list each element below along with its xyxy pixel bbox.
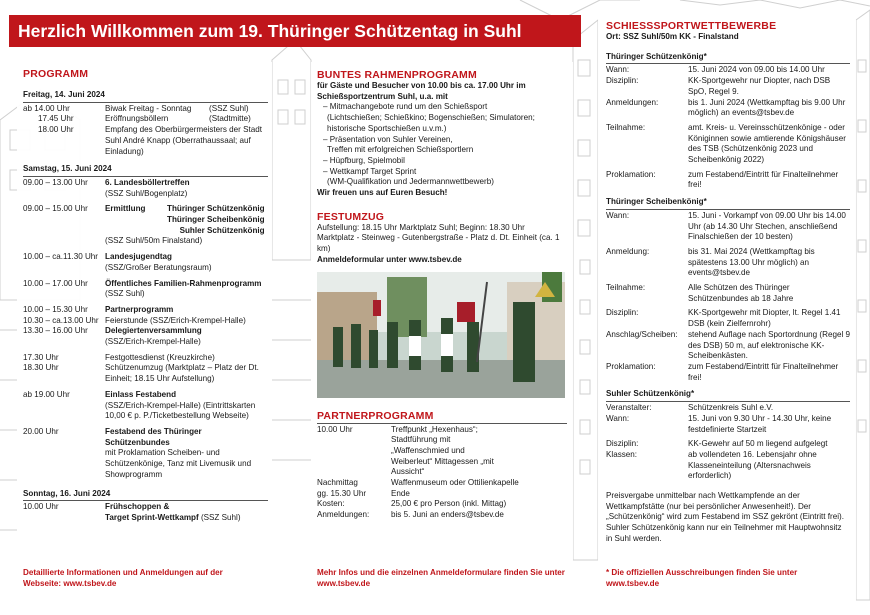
divider: [23, 500, 268, 501]
time-cell: 10.00 Uhr: [23, 502, 59, 512]
event-title: Ermittlung: [105, 204, 146, 214]
programm-heading: PROGRAMM: [23, 68, 89, 80]
label-cell: Proklamation:: [606, 169, 656, 179]
event-title: Öffentliches Familien-Rahmenprogramm: [105, 278, 262, 288]
wettbewerbe-heading: SCHIESSSPORTWETTBEWERBE: [606, 20, 777, 32]
list-item: [606, 308, 850, 329]
event-title: Feierstunde (SSZ/Erich-Krempel-Halle): [105, 315, 246, 325]
list-item: [606, 211, 850, 243]
event-title: Target Sprint-Wettkampf: [105, 512, 199, 522]
list-item: [606, 403, 850, 414]
list-item: – Präsentation von Suhler Vereinen,: [323, 134, 453, 144]
festumzug-line: Aufstellung: 18.15 Uhr Marktplatz Suhl; Beginn: 18.30 Uhr: [317, 222, 525, 232]
king-title: Suhler Schützenkönig: [179, 225, 265, 235]
list-item: [23, 204, 268, 247]
label-cell: Anschlag/Scheiben:: [606, 329, 678, 339]
value-cell: 15. Juni von 9.30 Uhr - 14.30 Uhr, keine festdefinierte Startzeit: [688, 413, 832, 434]
value-cell: 15. Juni 2024 von 09.00 bis 14.00 Uhr: [688, 65, 825, 75]
location-cell: (SSZ Suhl): [209, 103, 249, 113]
value-cell: Schützenkreis Suhl e.V.: [688, 403, 774, 413]
time-cell: 09.00 – 15.00 Uhr: [23, 204, 88, 214]
list-item: [606, 362, 850, 383]
value-cell: Waffenmuseum oder Ottilienkapelle: [391, 478, 519, 488]
wettbewerbe-closing: Preisvergabe unmittelbar nach Wettkampfende an der Wettkampfstätte (nur bei persönlicher Anwesenheit!). Der „Schützenkönig“ wird zum Festabend im SSZ gekrönt (Eintritt frei). Suhler Schützenkönig kann nur ein Teilnehmer mit Hauptwohnsitz in Suhl werden.: [606, 491, 844, 543]
time-cell: 13.30 – 16.00 Uhr: [23, 326, 88, 336]
label-cell: Anmeldung:: [606, 246, 650, 256]
value-cell: stehend Auflage nach Sportordnung (Regel 9 des DSB) 50 m, auf elektronische KK-Scheibenkästen.: [688, 329, 850, 361]
label-cell: Kosten:: [317, 499, 345, 509]
label-cell: Anmeldungen:: [317, 510, 370, 520]
list-item: [606, 330, 850, 362]
list-item: [317, 510, 567, 521]
value-cell: KK-Gewehr auf 50 m liegend aufgelegt: [688, 439, 828, 449]
suhler-title: Suhler Schützenkönig*: [606, 389, 695, 399]
list-item: [23, 363, 268, 384]
scheibenkoenig-title: Thüringer Scheibenkönig*: [606, 197, 707, 207]
label-cell: Wann:: [606, 413, 630, 423]
event-title: 6. Landesböllertreffen: [105, 177, 190, 187]
list-item: [606, 247, 850, 279]
king-title: Thüringer Schützenkönig: [167, 204, 265, 214]
label-cell: Wann:: [606, 210, 630, 220]
partner-footer-note: Mehr Infos und die einzelnen Anmeldeformulare finden Sie unter www.tsbev.de: [317, 568, 565, 588]
label-cell: Klassen:: [606, 449, 638, 459]
event-title: Festabend des Thüringer Schützenbundes: [105, 426, 202, 447]
list-item: [606, 170, 850, 191]
event-cell: Biwak Freitag - Sonntag: [105, 103, 192, 113]
event-title: Frühschoppen &: [105, 502, 170, 512]
list-item: [317, 425, 567, 479]
time-cell: 10.00 – 17.00 Uhr: [23, 278, 88, 288]
saturday-label: Samstag, 15. Juni 2024: [23, 164, 112, 174]
event-location: (SSZ Suhl): [200, 512, 241, 522]
list-item: [23, 502, 268, 523]
list-item: [317, 499, 567, 510]
list-item: [23, 390, 268, 422]
list-item: [23, 305, 268, 316]
time-cell: ab 14.00 Uhr: [23, 103, 70, 113]
label-cell: Anmeldungen:: [606, 97, 659, 107]
event-location: (SSZ/Erich-Krempel-Halle): [105, 337, 201, 347]
divider: [23, 176, 268, 177]
list-item: [23, 353, 268, 364]
list-item: [606, 76, 850, 97]
rahmen-column: [311, 62, 573, 602]
label-cell: Disziplin:: [606, 76, 639, 86]
list-item: [23, 279, 268, 300]
list-item: – Mitmachangebote rund um den Schießsport: [323, 102, 488, 112]
value-cell: zum Festabend/Eintritt für Finalteilnehmer frei!: [688, 169, 839, 190]
page-title-banner: Herzlich Willkommen zum 19. Thüringer Schützentag in Suhl: [9, 15, 581, 47]
schuetzenkoenig-title: Thüringer Schützenkönig*: [606, 51, 707, 61]
wettbewerbe-ort: Ort: SSZ Suhl/50m KK - Finalstand: [606, 32, 739, 41]
value-cell: KK-Sportgewehr nur Diopter, nach DSB SpO, Regel 9.: [688, 76, 831, 96]
wettbewerbe-column: [598, 12, 856, 602]
event-title: Delegiertenversammlung: [105, 326, 202, 336]
divider: [606, 401, 850, 402]
programm-column: [17, 62, 272, 602]
sunday-label: Sonntag, 16. Juni 2024: [23, 488, 111, 498]
value-cell: bis 5. Juni an enders@tsbev.de: [391, 510, 504, 520]
list-item: [23, 104, 268, 115]
parade-photo: [317, 272, 565, 398]
value-cell: Treffpunkt „Hexenhaus“; Stadtführung mit „Waffenschmied und Weiberleut“ Mittagessen „mit Aussicht“: [391, 424, 494, 477]
festumzug-line: Marktplatz - Steinweg - Gutenbergstraße - Platz d. Dt. Einheit (ca. 1 km): [317, 233, 560, 254]
event-title: Schützenumzug (Marktplatz – Platz der Dt. Einheit; 18.15 Uhr Aufstellung): [105, 363, 259, 384]
programm-footer-note: Detaillierte Informationen und Anmeldungen auf der Webseite: www.tsbev.de: [23, 568, 223, 588]
list-item: [23, 326, 268, 347]
list-item: [606, 439, 850, 450]
label-cell: Proklamation:: [606, 361, 656, 371]
label-cell: Teilnahme:: [606, 283, 646, 293]
label-cell: Veranstalter:: [606, 403, 652, 413]
value-cell: bis 31. Mai 2024 (Wettkampftag bis spätestens 13.00 Uhr möglich) an events@tsbev.de: [688, 246, 815, 278]
value-cell: amt. Kreis- u. Vereinsschützenkönige - oder Königinnen sowie amtierende Königshäuser des TSB (Schützenkönig 2023 und Scheibenkönig 2022): [688, 122, 846, 165]
list-item: [23, 252, 268, 273]
event-location: (SSZ Suhl/50m Finalstand): [105, 236, 203, 246]
event-location: (SSZ Suhl/Bogenplatz): [105, 188, 188, 198]
list-item: [23, 114, 268, 125]
list-item: – Wettkampf Target Sprint: [323, 166, 417, 176]
label-cell: 10.00 Uhr: [317, 424, 353, 434]
time-cell: 18.00 Uhr: [38, 125, 74, 135]
time-cell: 18.30 Uhr: [23, 363, 59, 373]
event-title: Partnerprogramm: [105, 304, 174, 314]
label-cell: Disziplin:: [606, 439, 639, 449]
divider: [317, 423, 567, 424]
list-item: historische Sportschießen u.v.m.): [327, 123, 447, 133]
value-cell: zum Festabend/Eintritt für Finalteilnehmer frei!: [688, 361, 839, 382]
festumzug-line: Anmeldeformular unter www.tsbev.de: [317, 254, 462, 264]
list-item: [606, 450, 850, 482]
divider: [606, 63, 850, 64]
divider: [606, 209, 850, 210]
divider: [23, 102, 268, 103]
event-title: Landesjugendtag: [105, 252, 173, 262]
list-item: [23, 316, 268, 327]
value-cell: ab vollendeten 16. Lebensjahr ohne Klasseneinteilung (Altersnachweis erforderlich): [688, 449, 817, 481]
rahmen-list: [317, 102, 567, 188]
list-item: (Lichtschießen; Schießkino; Bogenschießen; Simulatoren;: [327, 113, 535, 123]
festumzug-heading: FESTUMZUG: [317, 210, 385, 223]
list-item: [317, 478, 567, 489]
list-item: [606, 123, 850, 166]
list-item: [606, 283, 850, 304]
friday-label: Freitag, 14. Juni 2024: [23, 90, 105, 99]
rahmen-closing: Wir freuen uns auf Euren Besuch!: [317, 188, 448, 198]
label-cell: Nachmittag: [317, 478, 358, 488]
label-cell: Wann:: [606, 65, 630, 75]
event-location: (SSZ Suhl): [105, 289, 145, 299]
event-cell: Empfang des Oberbürgermeisters der Stadt Suhl André Knapp (Oberrathaussaal; auf Einladung): [105, 125, 263, 156]
event-location: (SSZ/Großer Beratungsraum): [105, 262, 212, 272]
wettbewerbe-footer-note: * Die offiziellen Ausschreibungen finden Sie unter www.tsbev.de: [606, 568, 798, 588]
list-item: [23, 125, 268, 157]
list-item: [317, 489, 567, 500]
list-item: [23, 427, 268, 481]
time-cell: ab 19.00 Uhr: [23, 389, 70, 399]
time-cell: 17.45 Uhr: [38, 114, 74, 124]
event-title: Einlass Festabend: [105, 389, 177, 399]
rahmen-intro: für Gäste und Besucher von 10.00 bis ca. 17.00 Uhr im Schießsportzentrum Suhl, u.a. mit: [317, 81, 526, 101]
value-cell: KK-Sportgewehr mit Diopter, lt. Regel 1.41 DSB (kein Zielfernrohr): [688, 308, 841, 329]
time-cell: 09.00 – 13.00 Uhr: [23, 177, 88, 187]
label-cell: Disziplin:: [606, 308, 639, 318]
king-title: Thüringer Scheibenkönig: [167, 215, 265, 225]
label-cell: gg. 15.30 Uhr: [317, 488, 367, 498]
rahmen-heading: BUNTES RAHMENPROGRAMM: [317, 69, 477, 81]
label-cell: Teilnahme:: [606, 122, 646, 132]
event-cell: Eröffnungsböllern: [105, 114, 169, 124]
location-cell: (Stadtmitte): [209, 114, 251, 124]
time-cell: 17.30 Uhr: [23, 352, 59, 362]
event-title: Festgottesdienst (Kreuzkirche): [105, 352, 215, 362]
list-item: [606, 98, 850, 119]
list-item: (WM-Qualifikation und Jedermannwettbewerb): [327, 177, 494, 187]
time-cell: 10.00 – ca.11.30 Uhr: [23, 252, 98, 262]
value-cell: 15. Juni - Vorkampf von 09.00 Uhr bis 14.00 Uhr (ab 14.30 Uhr Stechen, anschließend Finalschießen der 10 besten): [688, 210, 846, 242]
value-cell: bis 1. Juni 2024 (Wettkampftag bis 9.00 Uhr möglich) an events@tsbev.de: [688, 97, 846, 118]
event-location: (SSZ/Erich-Krempel-Halle) (Eintrittskarten 10,00 € p. P./Ticketbestellung Webseite): [105, 400, 256, 421]
time-cell: 10.00 – 15.30 Uhr: [23, 304, 88, 314]
list-item: – Hüpfburg, Spielmobil: [323, 155, 405, 165]
list-item: [606, 65, 850, 76]
list-item: Treffen mit erfolgreichen Schießsportlern: [327, 145, 474, 155]
list-item: [23, 178, 268, 199]
time-cell: 20.00 Uhr: [23, 426, 59, 436]
partner-heading: PARTNERPROGRAMM: [317, 409, 434, 422]
value-cell: Ende: [391, 488, 410, 498]
event-location: mit Proklamation Scheiben- und Schützenkönige, Tanz mit Livemusik und Showprogramm: [105, 448, 252, 479]
value-cell: Alle Schützen des Thüringer Schützenbundes ab 18 Jahre: [688, 283, 794, 303]
list-item: [606, 414, 850, 435]
time-cell: 10.30 – ca.13.00 Uhr: [23, 315, 99, 325]
value-cell: 25,00 € pro Person (inkl. Mittag): [391, 499, 507, 509]
